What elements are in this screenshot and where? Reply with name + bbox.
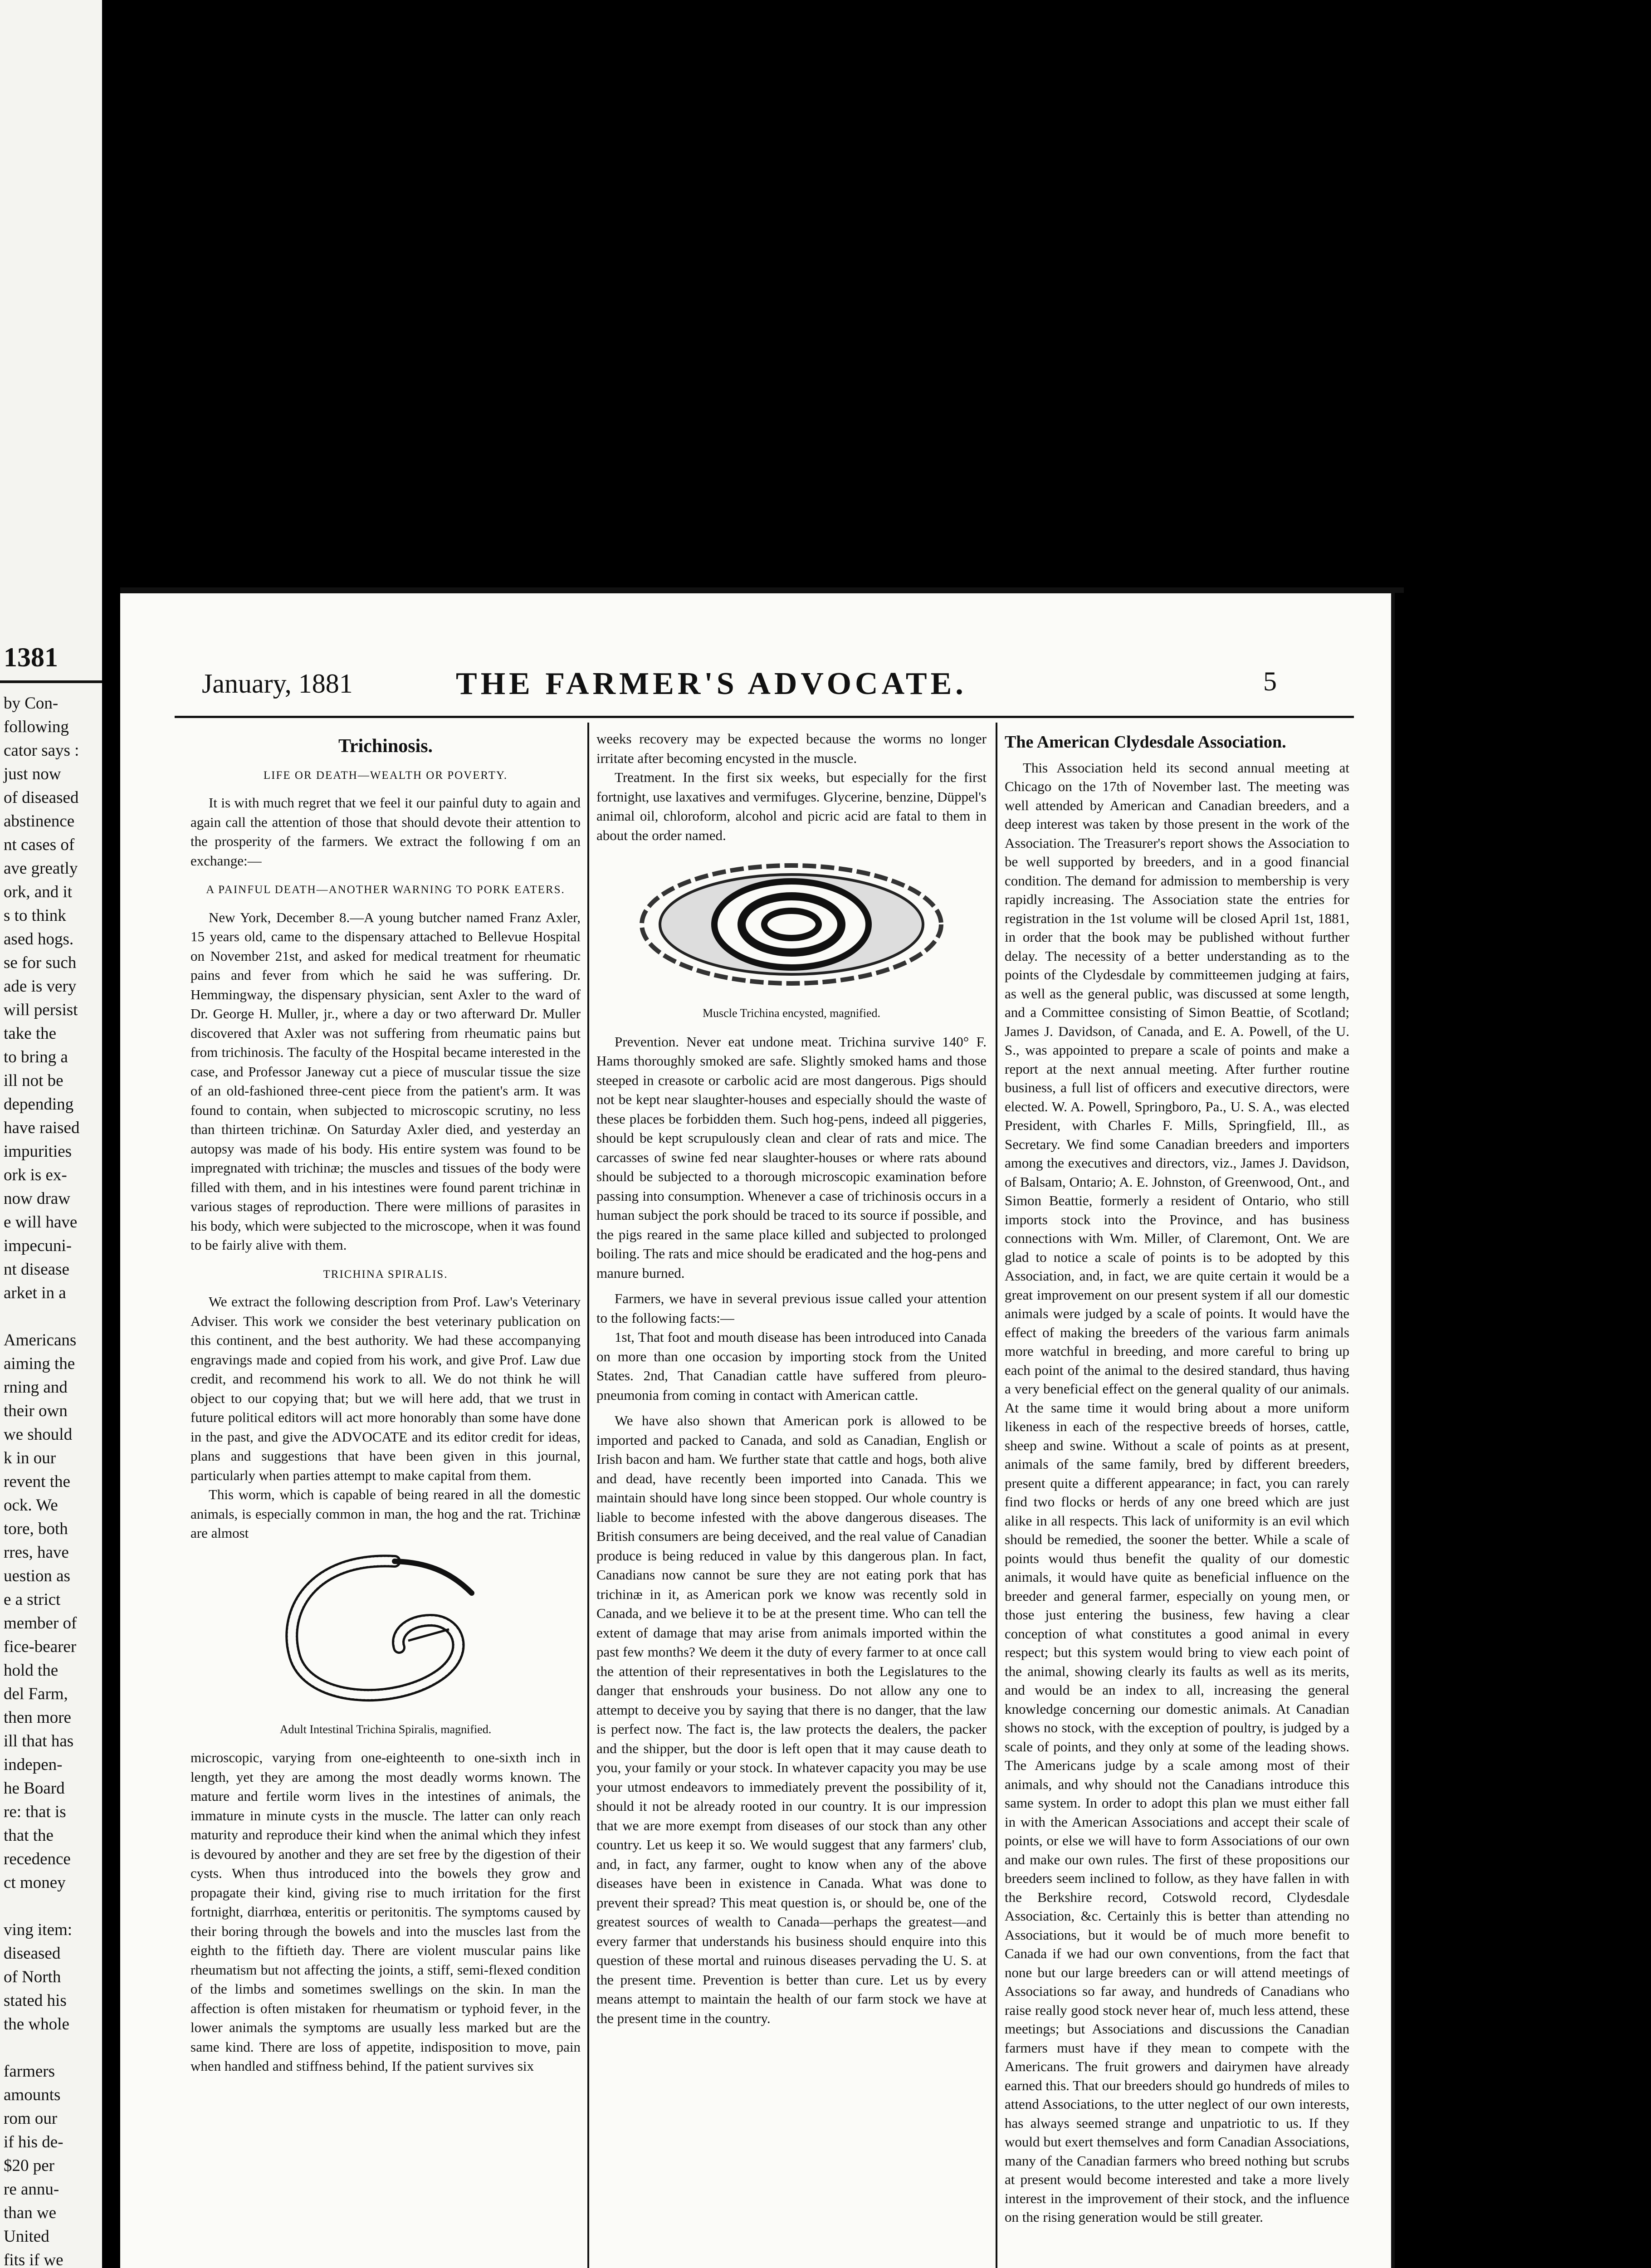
adjacent-page-line: ill that has [4,1732,74,1750]
adjacent-page-line: e will have [4,1213,78,1232]
adjacent-page-line: aiming the [4,1354,75,1373]
adjacent-page-line: ave greatly [4,859,78,878]
adjacent-page-line: impurities [4,1142,72,1161]
worm-paragraph: This worm, which is capable of being reared in all the domestic animals, is especially common in man, the hog and the rat. Trichinæ are almost [190,1486,581,1541]
adjacent-page-line: arket in a [4,1284,66,1302]
adjacent-page-line: e a strict [4,1590,61,1609]
adjacent-page-line: impecuni- [4,1237,72,1255]
adjacent-page-line: recedence [4,1850,71,1868]
newspaper-page [120,590,1395,2268]
adjacent-page-line: $20 per [4,2156,54,2175]
adjacent-page-line: re annu- [4,2180,59,2199]
treatment-paragraph: Treatment. In the first six weeks, but especially for the first fortnight, use laxatives and vermifuges. Glycerine, benzine, Düppel's animal oil, chloroform, alcohol and picric acid are fatal to them in about the order named. [596,769,987,843]
adjacent-page-line: stated his [4,1991,67,2010]
adjacent-page-line: del Farm, [4,1685,68,1703]
adjacent-page-strip [0,0,102,2268]
adjacent-page-line: we should [4,1425,73,1444]
adjacent-page-line: of diseased [4,788,79,807]
trichina-spiralis-engraving [259,1543,513,1716]
column-rule-1 [587,723,589,2268]
adjacent-page-line: fits if we [4,2251,64,2268]
encysted-trichina-caption: Muscle Trichina encysted, magnified. [702,1007,881,1020]
extract-paragraph: We extract the following description from Prof. Law's Veterinary Adviser. This work we consider the best veterinary publication on this continent, and the best authority. We had these accompanying engravings made and copied from his work, and give Prof. Law due credit, and recommend his work to all. We do not think he will object to our copying that; but we will here add, that we trust in future political editors will act more honorably than some have done in the past, and give the ADVOCATE and its editor credit for ideas, plans and suggestions that have been given in this journal, particularly when parties attempt to make capital from them. [190,1294,581,1483]
subhead-painful-death: A PAINFUL DEATH—ANOTHER WARNING TO PORK EATERS. [206,884,565,896]
adjacent-page-line: revent the [4,1472,70,1491]
adjacent-page-line: diseased [4,1944,61,1963]
adjacent-page-line: rom our [4,2109,58,2128]
adjacent-page-line: just now [4,765,61,783]
prevention-paragraph: Prevention. Never eat undone meat. Trichina survive 140° F. Hams thoroughly smoked are safe. Slightly smoked hams and those steeped in creasote or carbolic acid are most dangerous. Pigs should not be kept near slaughter-houses and especially should the waste of these places be forbidden them. Such hog-pens, indeed all piggeries, should be kept scrupulously clean and clear of rats and mice. The carcasses of swine fed near slaughter-houses or where rats abound should be subjected to a thorough microscopic examination before passing into consumption. Whenever a case of trichinosis occurs in a human subject the pork should be traced to its source if possible, and the pigs reared in the same place killed and subjected to prolonged boiling. The rats and mice should be eradicated and the hog-pens and manure burned. [596,1033,987,1281]
encysted-trichina-engraving [619,850,964,999]
adjacent-page-rule [0,680,102,683]
adjacent-page-line: their own [4,1402,68,1420]
new-york-story: New York, December 8.—A young butcher named Franz Axler, 15 years old, came to the dispensary attached to Bellevue Hospital on November 21st, and asked for medical treatment for rheumatic pains and fever from which he said he was suffering. Dr. Hemmingway, the dispensary physician, sent Axler to the ward of Dr. George H. Muller, jr., where a day or two afterward Dr. Muller discovered that Axler was not suffering from rheumatic pains but from trichinosis. The faculty of the Hospital became interested in the case, and Professor Janeway cut a piece of muscular tissue the size of an old-fashioned three-cent piece from the patient's arm. It was found to contain, when subjected to microscopic scrutiny, no less than thirteen trichinæ. On Saturday Axler died, and yesterday an autopsy was made of his body. His entire system was found to be impregnated with trichinæ; the muscles and tissues of the body were filled with them, and in his intestines were found parent trichinæ in various stages of reproduction. There were millions of parasites in his body, which were subjected to the microscope, when it was found to be fairly alive with them. [190,909,581,1253]
adjacent-page-line: abstinence [4,812,75,831]
adjacent-page-line: tore, both [4,1520,68,1538]
adjacent-page-line [4,2036,99,2060]
adjacent-page-line: k in our [4,1449,56,1467]
american-pork-paragraph: We have also shown that American pork is allowed to be imported and packed to Canada, and sold as Canadian, English or Irish bacon and ham. We further state that cattle and hogs, both alive and dead, have recently been imported into Canada. This we maintain should have long since been stopped. Our whole country is liable to become infested with the above dangerous diseases. The British consumers are being deceived, and the real value of Canadian produce is being reduced in value by this dangerous plan. In fact, Canadians now cannot be sure they are not eating pork that has trichinæ in it, as American pork we know was recently sold in Canada, and we believe it to be at the present time. Who can tell the extent of damage that may arise from animals imported within the past few months? We deem it the duty of every farmer to at once call the attention of their representatives in both the Legislatures to the danger that enshrouds your business. Do not allow any one to attempt to deceive you by saying that there is no danger, that the law is perfect now. The fact is, the law protects the dealers, the packer and the shipper, but the door is left open that it may cause death to you, your family or your stock. In whatever capacity you may be use your utmost endeavors to immediately prevent the possibility of it, should it not be already rooted in our country. It is our impression that we are more exempt from diseases of our stock than any other country. Let us keep it so. We would suggest that any farmers' club, and, in fact, any farmer, ought to know when any of the above diseases have been in existence in Canada. What was done to prevent their spread? This meat question is, or should be, one of the greatest sources of wealth to Canada—perhaps the greatest—and every farmer that understands his business should enquire into this question of these mortal and ruinous diseases pervading the U. S. at the present time. Prevention is better than cure. Let us by every means attempt to maintain the health of our farm stock we have at the present time in the country. [596,1413,987,2026]
first-fact-paragraph: 1st, That foot and mouth disease has been introduced into Canada on more than one occasion by importing stock from the United States. 2nd, That Canadian cattle have suffered from pleuro-pneumonia from coming in contact with American cattle. [596,1329,987,1403]
article-title-clydesdale: The American Clydesdale Association. [1005,733,1286,752]
adjacent-page-line: to bring a [4,1048,68,1066]
adjacent-page-line: rning and [4,1378,68,1397]
adjacent-page-line: ock. We [4,1496,58,1515]
masthead-title: THE FARMER'S ADVOCATE. [456,666,967,701]
adjacent-page-text [4,692,99,2268]
adjacent-page-line: then more [4,1708,71,1727]
adjacent-page-line: ork, and it [4,883,73,901]
adjacent-page-line: ct money [4,1873,66,1892]
adjacent-page-line: depending [4,1095,74,1114]
intro-paragraph: It is with much regret that we feel it our painful duty to again and again call the attention of those that should devote their attention to the prosperity of the farmers. We extract the following f om an exchange:— [190,795,581,869]
adjacent-page-line: now draw [4,1189,70,1208]
adjacent-page-line: fice-bearer [4,1637,77,1656]
page-number: 5 [1263,666,1277,696]
column-clydesdale-association [1005,729,1349,2227]
adjacent-page-line [4,1305,99,1329]
adjacent-page-line: that the [4,1826,54,1845]
adjacent-page-line: cator says : [4,741,79,760]
adjacent-page-line: will persist [4,1001,78,1019]
adjacent-page-line: take the [4,1024,57,1043]
article-title-trichinosis: Trichinosis. [338,736,433,757]
adjacent-page-line: United [4,2227,49,2246]
adjacent-page-line: hold the [4,1661,59,1680]
adjacent-page-line: uestion as [4,1567,70,1585]
adjacent-page-line: the whole [4,2015,69,2033]
adjacent-page-line: ork is ex- [4,1166,67,1184]
adjacent-page-line: s to think [4,906,66,925]
header-rule [175,716,1354,718]
adjacent-page-line: indepen- [4,1755,63,1774]
adjacent-page-line: following [4,718,69,736]
adjacent-page-line: farmers [4,2062,55,2081]
column-trichinosis-continued [596,729,987,2028]
column-trichinosis [190,729,581,2076]
microscopic-paragraph: microscopic, varying from one-eighteenth to one-sixth inch in length, yet they are among the most deadly worms known. The mature and fertile worm lives in the intestines of animals, the immature in minute cysts in the muscle. The latter can only reach maturity and reproduce their kind when the animal which they infest is devoured by another and they are set free by the digestion of their cysts. When thus introduced into the bowels they grow and propagate their kind, giving rise to much irritation for the first fortnight, diarrhœa, enteritis or peritonitis. The symptoms caused by their boring through the bowels and into the muscles last from the eighth to the fiftieth day. There are violent muscular pains like rheumatism but not affecting the joints, a stiff, semi-flexed condition of the limbs and sometimes swellings on the skin. In man the affection is often mistaken for rheumatism or typhoid fever, in the lower animals the symptoms are usually less marked but are the same kind. There are loss of appetite, indisposition to move, pain when handled and stiffness behind, If the patient survives six [190,1750,581,2074]
adjacent-page-line: of North [4,1968,61,1986]
adjacent-page-line: by Con- [4,694,59,713]
adjacent-page-line: member of [4,1614,77,1633]
adjacent-page-header: 1381 [4,642,58,672]
adjacent-page-line: ased hogs. [4,930,74,948]
adjacent-page-line: Americans [4,1331,77,1349]
adjacent-page-line: than we [4,2204,57,2222]
adjacent-page-line: amounts [4,2086,61,2104]
adjacent-page-line [4,1895,99,1918]
subhead-trichina-spiralis: TRICHINA SPIRALIS. [323,1268,448,1281]
column-rule-2 [996,723,997,2268]
subhead-life-or-death: LIFE OR DEATH—WEALTH OR POVERTY. [263,769,508,782]
adjacent-page-line: have raised [4,1119,80,1137]
clydesdale-paragraph: This Association held its second annual meeting at Chicago on the 17th of November last. The meeting was well attended by American and Canadian breeders, and a deep interest was taken by those present in the work of the Association. The Treasurer's report shows the Association to be well supported by breeders, and in a good financial condition. The demand for admission to membership is very rapidly increasing. The Association state the entries for registration in the 1st volume will be closed April 1st, 1881, in order that the book may be published without further delay. The necessity of a better understanding as to the points of the Clydesdale by committeemen judging at fairs, as well as the general public, was discussed at some length, and a Committee consisting of Simon Beattie, of Scotland; James J. Davidson, of Canada, and E. A. Powell, of the U. S., was appointed to prepare a scale of points and make a report at the next annual meeting. After further routine business, a full list of officers and executive directors, were elected. W. A. Powell, Springboro, Pa., U. S. A., was elected President, with Charles F. Mills, Springfield, Ill., as Secretary. We find some Canadian breeders and importers among the executives and directors, viz., James J. Davidson, of Balsam, Ontario; A. E. Johnston, of Greenwood, Ont., and Simon Beattie, formerly a resident of Ontario, who still imports stock into the Province, and has business connections with Wm. Miller, of Claremont, Ont. We are glad to notice a scale of points is to be adopted by this Association, and, in fact, we are quite certain it would be a great improvement on our present system if all our domestic animals were judged by a scale of points. It would have the effect of making the breeders of the various farm animals more watchful in breeding, and more careful to bring up each point of the animal to the desired standard, thus having a very beneficial effect on the general quality of our animals. At the same time it would bring about a more uniform likeness in each of the respective breeds of horses, cattle, sheep and swine. Without a scale of points as at present, animals of the same family, bred by different breeders, present quite a different appearance; in fact, you can rarely find two flocks or herds of any one breed which are just alike in all respects. This lack of uniformity is an evil which should be remedied, the sooner the better. While a scale of points would thus benefit the quality of our domestic animals, it would have quite as beneficial influence on the breeder and general farmer, especially on young men, or those just entering the business, few having a clear conception of what constitutes a good animal in every respect; but this system would bring to view each point of the animal, showing clearly its faults as well as its merits, and would be an index to all, increasing the general knowledge concerning our domestic animals. At Canadian shows no stock, with the exception of poultry, is judged by a scale of points, and they only at some of the leading shows. The Americans judge by a scale among most of their animals, and why should not the Canadians introduce this same system. In order to adopt this plan we must either fall in with the American Associations and accept their scale of points, or else we will have to form Associations of our own and make our own rules. The first of these propositions our breeders seem inclined to follow, as they have fallen in with the Berkshire record, Cotswold record, Clydesdale Association, &c. Certainly this is better than attending no Associations, but it would be of much more benefit to Canada if we had our own conventions, from the fact that none but our large breeders can or will attend meetings of Associations so far away, and hundreds of Canadians who raise really good stock never hear of, much less attend, these meetings; but Associations and discussions the Canadian farmers must have if they mean to compete with the Americans. The fruit growers and dairymen have already earned this. That our breeders should go hundreds of miles to attend Associations, to the utter neglect of our own interests, has always seemed strange and unpatriotic to us. If they would but exert themselves and form Canadian Associations, many of the Canadian farmers who breed nothing but scrubs at present would become interested and take a more lively interest in the improvement of their stock, and the influence on the rising generation would be still greater. [1005,759,1349,2225]
adjacent-page-line: se for such [4,953,77,972]
adjacent-page-line: he Board [4,1779,65,1798]
adjacent-page-line: nt disease [4,1260,69,1279]
adjacent-page-line: ade is very [4,977,77,996]
farmers-paragraph: Farmers, we have in several previous issue called your attention to the following facts:— [596,1290,987,1326]
weeks-recovery-paragraph: weeks recovery may be expected because the worms no longer irritate after becoming encysted in the muscle. [596,731,987,766]
adjacent-page-line: nt cases of [4,836,75,854]
issue-date: January, 1881 [202,669,353,699]
adjacent-page-line: re: that is [4,1803,66,1821]
adjacent-page-line: ill not be [4,1071,64,1090]
adjacent-page-line: ving item: [4,1921,73,1939]
adjacent-page-line: if his de- [4,2133,64,2151]
adjacent-page-line: rres, have [4,1543,69,1562]
trichina-spiralis-caption: Adult Intestinal Trichina Spiralis, magnified. [279,1722,492,1736]
